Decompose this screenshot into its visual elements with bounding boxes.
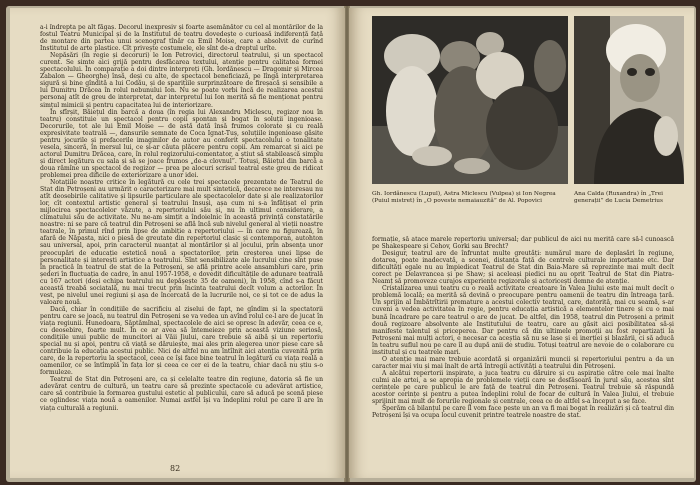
paragraph: A alcătui repertorii inspirate, a juca teatru cu dăruire și cu aspirație către cele mai înalte culmi ale artei, a se apropia de problemele vieții care se desfășoară în jurul său, acestea sînt cerințele pe care publicul le are față de teatrul din Petroșeni. Teatrul trebuie să răspundă acestor cerințe și pentru a putea îndeplini rolul de focar de cultură în Valea Jiului, el trebuie sprijinit mai mult de forurile regionale și centrale, ceea ce de altfel s-a început a se face.	[372, 369, 674, 406]
book-spread	[6, 6, 696, 482]
left-page-text	[40, 24, 323, 462]
photo-caption-animals: Gh. Iordănescu (Lupul), Astra Miclescu (Vulpea) și Ion Negrea (Puiul mistret) în „O poveste nemaiauzită” de Al. Popovici	[372, 191, 556, 204]
stage-photo-animals	[372, 16, 568, 184]
page-number: 82	[170, 464, 181, 473]
stage-photo-animals-image	[372, 16, 568, 184]
paragraph: a-i îndrepta pe alt făgaș. Decorul inexpresiv și foarte asemănător cu cel al montărilor de la fostul Teatru Municipal și de la Institutul de teatru dovedește o curioasă indiferență față de montare din partea unui scenograf tînăr ca Emil Moise, care a absolvit de curînd Institutul de arte plastice. Cît privește costumele, ele sînt de-a dreptul urîte.	[40, 24, 323, 53]
paragraph: În sfîrșit, Băiețul din barcă a doua (în regia lui Alexandru Miclescu, regizor nou în teatru) constituie un spectacol pentru copii spontan și bogat în soluții ingenioase. Decorurile, tot ale lui Emil Moise — de astă dată însă frumos colorate și cu reală expresivitate teatrală —, dansurile semnate de Coca Ignat-Tuș, soluțiile ingenioase găsite pentru jocurile și prefacerile imaginilor de autor au conferit spectacolului o tonalitate vesela, sinceră, în mersul lui, ce și-ar căuta plăcere pentru copii. Am remarcat și aici pe actorul Dumitru Drăcea, care, în rolul regizorului-comentator, a știut să stabilească simplu și direct legătura cu sala și să se joace frumos „de-a clovnul”. Totuși, Băiețul din barcă a doua rămîne un spectacol de regizor — prea pe alocuri scrisul teatral este greu de ridicat problemei prea dificile de exteriorizare a unor idei.	[40, 108, 323, 179]
paragraph: Teatrul de Stat din Petroșeni are, ca și celelalte teatre din regiune, datoria să fie un adevărat centru de cultură, un teatru care să prezinte spectacole cu adevărat artistice, care să contribuie la formarea gustului estetic al publicului, care să aducă pe scenă piese ce oglindesc viața nouă a oamenilor. Numai astfel își va îndeplini rolul pe care îl are în viața culturală a regiunii.	[40, 376, 323, 412]
paragraph: Notațiile noastre critice în legătură cu cele trei spectacole prezentate de Teatrul de Stat din Petroșeni au urmărit o caracterizare mai mult sintetică, decarece ne interesau nu atît deosebirile calitative și lipsurile particulare ale spectacolelor date și ale realizatorilor lor, cît contextul artistic general și teatrului Insuși, așa cum ni s-a înfățișat el prin mijlocirea spectacolelor văzute, a repertoriului său și, nu în ultimul considerare, a climatului său de activitate. Nu ne-am simțit a îndoielnic în această privință constatările noastre: ni se pare că teatrul din Petroșeni se află încă sub nivelul general al vieții noastre teatrale, în primul rînd prin lipse de ambiție a repertoriului — în care nu figurează, în afară de Năpasta, nici o piesă de greutate din repertoriul clasic și contemporan, autohton sau universal, apoi, prin caracterul nuanțat al montărilor și al jocului, prin absența unor preocupări de educație estetică nouă a spectatorilor, prin creșterea unei lipse de personalitate și interești artistice a teatrului. Sînt sensibilizate ale lucrului cine sînt puse în practică în teatrul de stat de la Petroșeni, se află printre acele ansambluri care, prin șederi în fluctuația de cadre, în anul 1957-1958, e dovedit dificultățile de adunare teatrală cu 167 actori (deși echipa teatrului nu depășește 35 de oameni), în 1958, cînd s-a făcut această treabă sociatală, nu mai trecut prin încinta teatrului decît volum a actorilor. În vest, pe nivelul unei regiuni și așa de încercată de la lucrurile noi, ce și tot ce de adus la valoare nouă.	[40, 179, 323, 306]
right-page	[349, 8, 694, 478]
stage-photo-portrait	[574, 16, 684, 184]
paragraph: Dacă, chiar în condițiile de sacrificiu al ziselui de fapt, ne gîndim și la spectatorii pentru care se joacă, nu teatrul din Petroșeni se va vedea un avînd rolul ce-l are de jucat în viața regiunii. Hunedoara, Săptămînal, spectacolele de aici se opresc în adevăr, ceea ce e, cu deosebire, foarte mult. În ce ar avea să întemeieze prin această viziune seriosă, condițiile unui public de muncitori ai Văii Jiului, care trebuie să aibă și un repertoriu special nu și apoi, pentru că viață se dăruiește, mai ales prin alegerea unor piese care să contribuie la educația acestui public. Nici de altfel nu am întîlnit aici atenția cuvenită prin care, de la repertoriu la spectacol, ceea ce își face bine teatrul în legătură cu viața reală a oamenilor, ce se întîmplă în fața lor și ceea ce cer ei de la teatru, chiar dacă nu știu s-o formuleze.	[40, 305, 323, 377]
paragraph: Cristalizarea unui teatru cu o reală activitate creatoare în Valea Jiului este mai mult decît o problemă locală; ea merită să devină o preocupare pentru oamenii de teatru din întreaga țară. Un sprijin al Îmbătrîtirii premature a acestui colectiv teatral, care, datorită, mai cu seamă, s-ar cuveni a vedea activitatea în regie, pentru educația artistică a elementelor tinere și cu o mai bună încadrare pe care teatrul o are de jucat. De altfel, din 1958, teatrul din Petroșeni a primit două regizoare absolvente ale Institutului de teatru, care au găsit aici posibilitatea să-și manifeste talentul și priceperea. Dar pentru că din ultimele promoții au fost repartizați la Petroșeni mai mulți actori, e necesar ca aceștia să nu se lase și ei inerției și blazării, ci să aducă în teatru suflul nou pe care îl au după anii de studiu. Totuși teatrul are nevoie de o colaborare cu institutul și cu teatrele mari.	[372, 285, 674, 356]
paragraph: Nepăsări (în regie și decoruri) le Ion Petrovici, directorul teatrului, și un spectacol curent. Se simte aici grijă pentru desfăcarea textului, atenție pentru calitatea formei spectacolului. În comparație a doi dintre interpreți (Gh. Iordănescu — Dragomir și Mircea Zabalon — Gheorghe) însă, deși cu alte, de spectacol beneficiază, pe lîngă interpretarea sigură și bine gîndită a lui Codău, și de sparițiile surprinzătoare de fireșacă și sensibile a lui Dumitru Drăcea în rolul nebunului Ion. Nu se poate vorbi încă de realizarea acestui personaj atît de greu de interpretat, dar interpretul lui Ion merită să fie menționat pentru simțul mimicii și pentru capacitatea lui de interiorizare.	[40, 52, 323, 109]
paragraph: Desigur, teatrul are de înfruntat multe greutăți: numărul mare de deplasări în regiune, dotarea, poate inadecvată, a scenei, distanța față de centrele culturale importante etc. Dar dificultăți egale nu au împiedicat Teatrul de Stat din Baia-Mare să reprezinte mai mult decît corect pe Delavrancea și pe Shaw; și aceleași piedici nu au oprit Teatrul de Stat din Piatra-Neamț să promoveze curajos experiențe regizorale și actoricești demne de atenție.	[372, 250, 674, 286]
paragraph: formație, să atace marele repertoriu universal; dar publicul de aici nu merită care să-l cunoască pe Shakespeare și Cehov, Gorki sau Brecht?	[372, 236, 674, 251]
paragraph: O atenție mai mare trebuie acordată și organizării muncii și repertoriului pentru a da un caracter mai viu și mai înalt de artă întregii activități a teatrului din Petroșeni.	[372, 355, 674, 370]
stage-photo-portrait-image	[574, 16, 684, 184]
paragraph: Sperăm că bilanțul pe care îl vom face peste un an va fi mai bogat în realizări și că teatrul din Petroșeni își va ocupa locul cuvenit printre teatrele noastre de stat.	[372, 405, 674, 420]
photo-caption-portrait: Ana Calda (Ruxandra) în „Trei generații” de Lucia Demetrius	[574, 191, 664, 204]
right-page-text	[372, 236, 674, 448]
left-page	[10, 8, 345, 478]
